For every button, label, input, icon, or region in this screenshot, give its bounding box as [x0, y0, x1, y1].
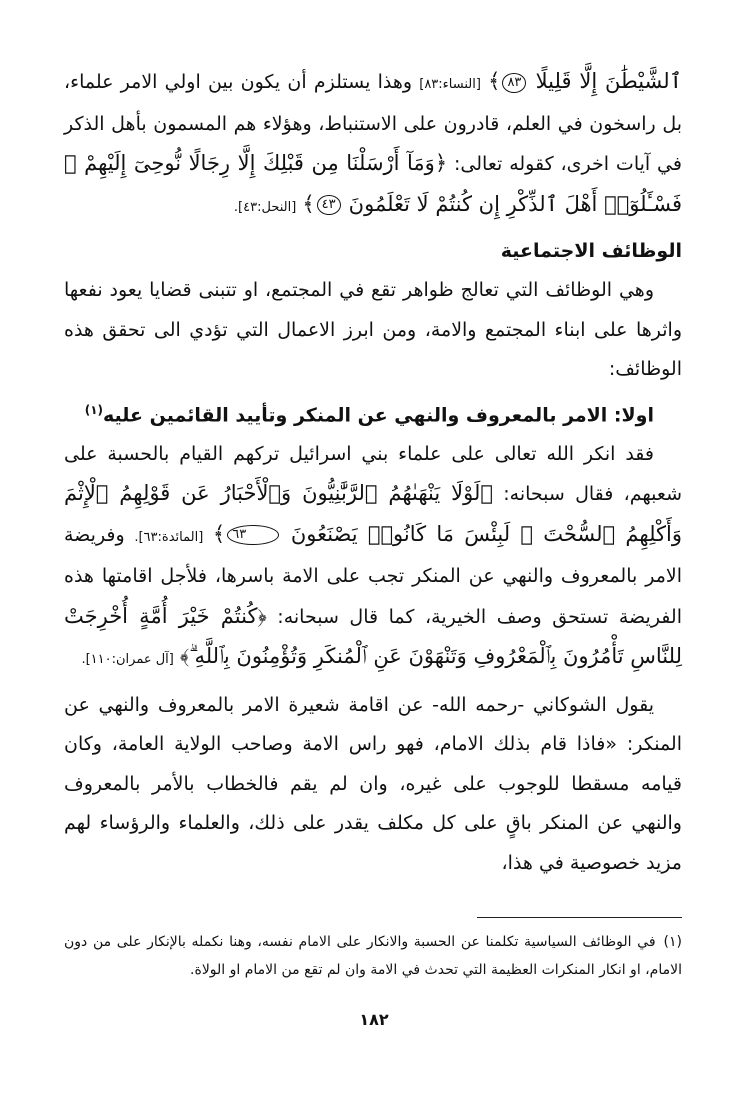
paragraph-2: وهي الوظائف التي تعالج ظواهر تقع في المجتمع، او تتبنى قضايا يعود نفعها واثرها على ابناء المجتمع والامة، ومن ابرز الاعمال التي تؤدي الى تحقق هذه الوظائف:	[64, 279, 682, 380]
footnote-text: في الوظائف السياسية تكلمنا عن الحسبة والانكار على الامام نفسه، وهنا نكمله بالإنكار على من دون الامام، او انكار المنكرات العظيمة التي تحدث في الامة وان لم تقع من الامام او الولاة.	[64, 934, 682, 978]
ayah-number-mark: ٨٣	[502, 73, 526, 93]
section-heading: الوظائف الاجتماعية	[500, 240, 682, 262]
paragraph-4: يقول الشوكاني -رحمه الله- عن اقامة شعيرة الامر بالمعروف والنهي عن المنكر: «فاذا قام بذلك الامام، فهو راس الامة وصاحب الولاية العامة، وكان قيامه مسقطا للوجوب على غيره، وان لم يقم فالخطاب بالأمر بالمعروف والنهي عن المنكر باقٍ على كل مكلف يقدر على ذلك، والعلماء والرؤساء لهم مزيد خصوصية في هذا،	[64, 693, 682, 874]
page-number: ١٨٢	[359, 1010, 389, 1029]
paragraph-text: فقد انكر الله تعالى على علماء بني اسرائيل تركهم القيام بالحسبة على شعبهم، فقال سبحانه:	[64, 442, 683, 506]
footnote-divider	[477, 917, 682, 918]
paragraph-3	[64, 435, 682, 680]
quran-bracket-close: ﴾	[488, 69, 501, 93]
quran-quote: ﴿لَوْلَا يَنْهَىٰهُمُ ٱلرَّبَّٰنِيُّونَ وَٱلْأَحْبَارُ عَن قَوْلِهِمُ ٱلْإِثْمَ وَأَكْلِهِمُ ٱلسُّحْتَ ۚ لَبِئْسَ مَا كَانُوا۟ يَصْنَعُونَ	[64, 481, 682, 546]
quran-reference: [النحل:٤٣].	[233, 199, 297, 215]
sub-heading	[64, 390, 682, 435]
quran-bracket-close: ﴾	[302, 191, 315, 216]
quran-reference: [النساء:٨٣]	[419, 77, 481, 92]
footnote-reference[interactable]: (١)	[84, 402, 103, 417]
footnote-number: (١)	[663, 934, 682, 950]
quran-bracket-close: ﴾	[212, 521, 226, 546]
quran-quote: ﴿وَمَآ أَرْسَلْنَا مِن قَبْلِكَ إِلَّا رِجَالًا نُّوحِىٓ إِلَيْهِمْ ۚ فَسْـَٔلُوٓا۟ أَهْلَ ٱلذِّكْرِ إِن كُنتُمْ لَا تَعْلَمُونَ	[64, 151, 682, 216]
sub-heading-text: اولا: الامر بالمعروف والنهي عن المنكر وتأييد القائمين عليه	[103, 403, 654, 426]
footnotes	[64, 928, 682, 984]
paragraph-1	[64, 62, 682, 227]
ayah-number-mark: ٦٣	[227, 525, 279, 545]
paragraph-text: وفريضة الامر بالمعروف والنهي عن المنكر تجب على الامة باسرها، فلأجل اقامتها هذه الفريضة تستحق وصف الخيرية، كما قال سبحانه:	[64, 523, 682, 628]
quran-quote: ﴿كُنتُمْ خَيْرَ أُمَّةٍ أُخْرِجَتْ لِلنَّاسِ تَأْمُرُونَ بِٱلْمَعْرُوفِ وَتَنْهَوْنَ عَنِ ٱلْمُنكَرِ وَتُؤْمِنُونَ بِٱللَّهِ ۗ﴾	[64, 603, 682, 669]
page-body	[64, 62, 682, 883]
paragraph-text: وهذا يستلزم أن يكون بين اولي الامر علماء، بل راسخون في العلم، قادرون على الاستنباط، وهؤلاء هم المسمون بأهل الذكر في آيات اخرى، كقوله تعالى:	[64, 71, 682, 175]
quran-reference: [آل عمران:١١٠].	[81, 652, 174, 668]
quran-reference: [المائدة:٦٣].	[134, 529, 204, 545]
quran-quote: ٱلشَّيْطَٰنَ إِلَّا قَلِيلًا	[535, 69, 682, 93]
ayah-number-mark: ٤٣	[317, 195, 341, 215]
